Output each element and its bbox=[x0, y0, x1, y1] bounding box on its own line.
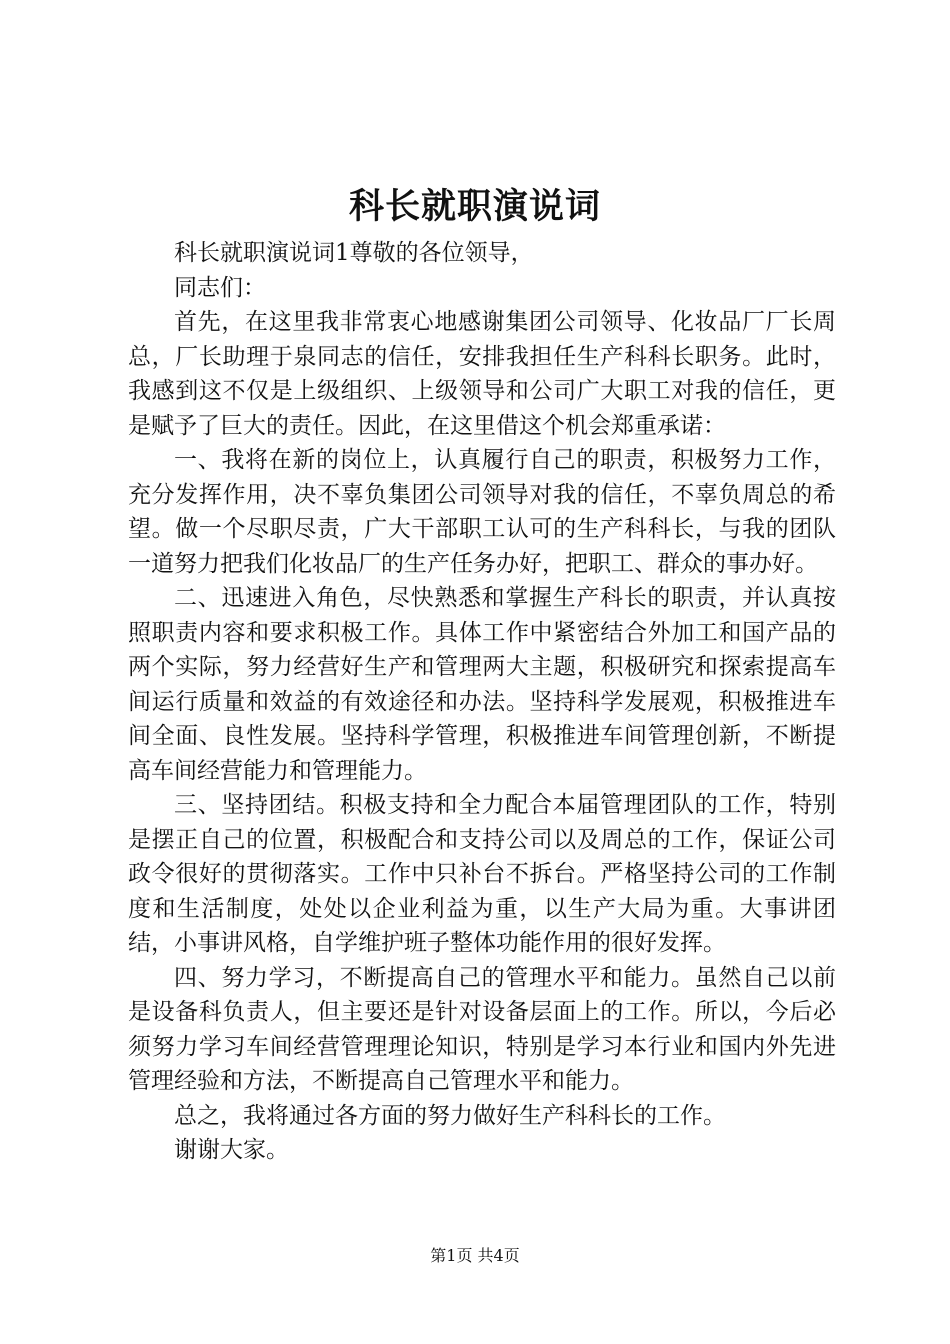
paragraph-point-4: 四、努力学习，不断提高自己的管理水平和能力。虽然自己以前是设备科负责人，但主要还是针对设备层面上的工作。所以，今后必须努力学习车间经营管理理论知识，特别是学习本行业和国内外先进管理经验和方法，不断提高自己管理水平和能力。 bbox=[128, 964, 836, 1094]
paragraph-thanks: 谢谢大家。 bbox=[174, 1137, 289, 1163]
paragraph-summary: 总之，我将通过各方面的努力做好生产科科长的工作。 bbox=[174, 1102, 726, 1129]
paragraph-point-3: 三、坚持团结。积极支持和全力配合本届管理团队的工作，特别是摆正自己的位置，积极配合和支持公司以及周总的工作，保证公司政令很好的贯彻落实。工作中只补台不拆台。严格坚持公司的工作制度和生活制度，处处以企业利益为重，以生产大局为重。大事讲团结，小事讲风格，自学维护班子整体功能作用的很好发挥。 bbox=[128, 792, 836, 956]
paragraph-greeting: 同志们： bbox=[174, 274, 266, 301]
paragraph-intro: 首先，在这里我非常衷心地感谢集团公司领导、化妆品厂厂长周总，厂长助理于泉同志的信任，安排我担任生产科科长职务。此时，我感到这不仅是上级组织、上级领导和公司广大职工对我的信任，更是赋予了巨大的责任。因此，在这里借这个机会郑重承诺： bbox=[128, 309, 836, 439]
paragraph-point-2: 二、迅速进入角色，尽快熟悉和掌握生产科长的职责，并认真按照职责内容和要求积极工作。具体工作中紧密结合外加工和国产品的两个实际，努力经营好生产和管理两大主题，积极研究和探索提高车间运行质量和效益的有效途径和办法。坚持科学发展观，积极推进车间全面、良性发展。坚持科学管理，积极推进车间管理创新，不断提高车间经营能力和管理能力。 bbox=[128, 585, 836, 784]
paragraph-point-1: 一、我将在新的岗位上，认真履行自己的职责，积极努力工作，充分发挥作用，决不辜负集团公司领导对我的信任，不辜负周总的希望。做一个尽职尽责，广大干部职工认可的生产科科长，与我的团队一道努力把我们化妆品厂的生产任务办好，把职工、群众的事办好。 bbox=[128, 447, 836, 577]
document-body bbox=[128, 236, 836, 1168]
document-title: 科长就职演说词 bbox=[348, 186, 601, 227]
paragraph-salutation: 科长就职演说词1尊敬的各位领导， bbox=[174, 240, 534, 266]
page-number: 第1页 共4页 bbox=[430, 1246, 520, 1265]
